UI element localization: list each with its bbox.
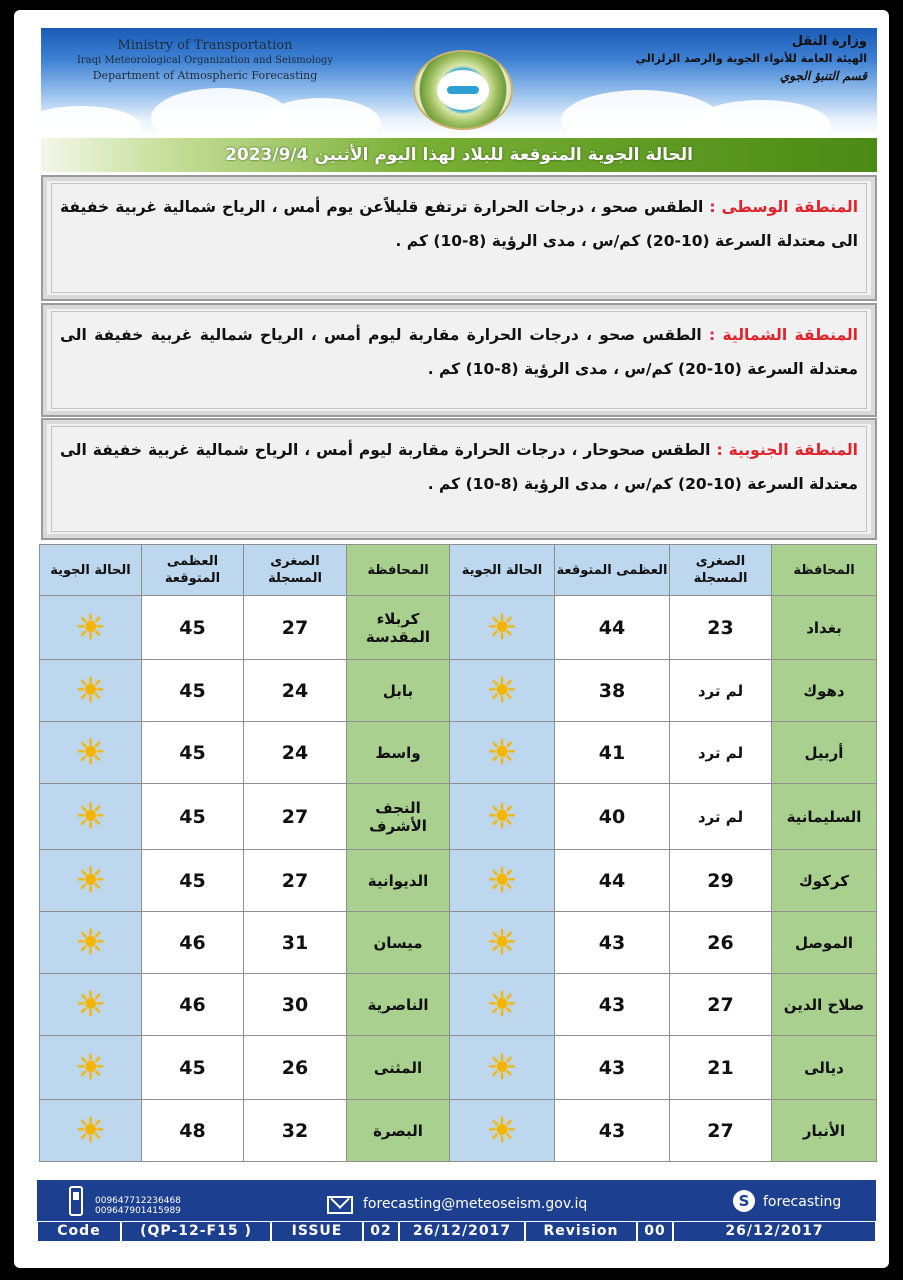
province-name-cell: الموصل	[772, 912, 877, 974]
min-temp-cell: 23	[670, 596, 772, 660]
max-temp-cell: 45	[142, 722, 244, 784]
province-name-cell: الديوانية	[347, 850, 450, 912]
min-temp-cell: 32	[244, 1100, 347, 1162]
sun-icon: ☀	[75, 796, 106, 837]
province-name-cell: بابل	[347, 660, 450, 722]
revision-date: 26/12/2017	[673, 1221, 876, 1242]
table-row	[40, 784, 877, 850]
table-row	[40, 974, 877, 1036]
condition-cell	[40, 850, 142, 912]
issue-number: 02	[363, 1221, 399, 1242]
sun-icon: ☀	[75, 670, 106, 711]
min-temp-cell: 27	[244, 850, 347, 912]
condition-cell	[450, 850, 555, 912]
max-temp-cell: 38	[555, 660, 670, 722]
condition-cell	[450, 596, 555, 660]
sun-icon: ☀	[486, 607, 518, 648]
region-name: المنطقة الشمالية :	[709, 326, 858, 344]
table-header-row	[40, 545, 877, 596]
revision-number: 00	[637, 1221, 673, 1242]
sun-icon: ☀	[486, 670, 518, 711]
province-name-cell: واسط	[347, 722, 450, 784]
province-name-cell: كركوك	[772, 850, 877, 912]
max-temp-cell: 45	[142, 784, 244, 850]
region-north-box	[41, 303, 877, 417]
sun-icon: ☀	[486, 732, 518, 773]
header-condition: الحالة الجوية	[450, 545, 555, 596]
condition-cell	[450, 660, 555, 722]
condition-cell	[450, 1100, 555, 1162]
table-row	[40, 850, 877, 912]
organization-name-en: Iraqi Meteorological Organization and Seismology	[76, 55, 334, 66]
header-max-expected: العظمى المتوقعة	[555, 545, 670, 596]
sun-icon: ☀	[75, 732, 106, 773]
condition-cell	[450, 974, 555, 1036]
ministry-name-en: Ministry of Transportation	[117, 38, 293, 53]
bulletin-title: الحالة الجوية المتوقعة للبلاد لهذا اليوم الأثنين 2023/9/4	[41, 138, 877, 172]
region-forecast-text: الطقس صحوحار ، درجات الحرارة مقاربة ليوم أمس ، الرياح شمالية غربية خفيفة الى معتدلة السرعة (10-20) كم/س ، مدى الرؤية (8-10) كم .	[60, 441, 858, 493]
issue-date: 26/12/2017	[399, 1221, 525, 1242]
min-temp-cell: 30	[244, 974, 347, 1036]
province-name-cell: النجف الأشرف	[347, 784, 450, 850]
sun-icon: ☀	[75, 984, 106, 1025]
province-name-cell: كربلاء المقدسة	[347, 596, 450, 660]
arabic-header	[607, 34, 867, 83]
condition-cell	[450, 912, 555, 974]
header-min-recorded: الصغرى المسجلة	[244, 545, 347, 596]
max-temp-cell: 45	[142, 596, 244, 660]
province-name-cell: ديالى	[772, 1036, 877, 1100]
issue-label: ISSUE	[271, 1221, 363, 1242]
document-code-row	[37, 1221, 876, 1242]
email-icon	[327, 1196, 353, 1214]
sun-icon: ☀	[75, 1110, 106, 1151]
max-temp-cell: 48	[142, 1100, 244, 1162]
condition-cell	[40, 722, 142, 784]
ministry-name-ar: وزارة النقل	[791, 34, 867, 49]
min-temp-cell: 27	[244, 596, 347, 660]
condition-cell	[40, 660, 142, 722]
condition-cell	[40, 974, 142, 1036]
condition-cell	[450, 722, 555, 784]
skype-icon: S	[733, 1190, 755, 1212]
province-name-cell: صلاح الدين	[772, 974, 877, 1036]
max-temp-cell: 43	[555, 1100, 670, 1162]
phone-icon	[69, 1186, 83, 1216]
header-min-recorded: الصغرى المسجلة	[670, 545, 772, 596]
table-row	[40, 596, 877, 660]
min-temp-cell: 21	[670, 1036, 772, 1100]
region-name: المنطقة الجنوبية :	[716, 441, 858, 459]
sun-icon: ☀	[486, 1047, 518, 1088]
min-temp-cell: 27	[244, 784, 347, 850]
condition-cell	[40, 1036, 142, 1100]
condition-cell	[40, 912, 142, 974]
header-condition: الحالة الجوية	[40, 545, 142, 596]
table-row	[40, 1036, 877, 1100]
phone-number: 009647901415989	[95, 1206, 181, 1216]
min-temp-cell: لم ترد	[670, 784, 772, 850]
max-temp-cell: 44	[555, 850, 670, 912]
sun-icon: ☀	[486, 1110, 518, 1151]
province-name-cell: الناصرية	[347, 974, 450, 1036]
skype-handle[interactable]: forecasting	[763, 1194, 842, 1210]
sun-icon: ☀	[75, 1047, 106, 1088]
min-temp-cell: 29	[670, 850, 772, 912]
header-max-expected: العظمى المتوقعة	[142, 545, 244, 596]
phone-numbers	[95, 1196, 181, 1216]
header-province: المحافظة	[347, 545, 450, 596]
sun-icon: ☀	[486, 984, 518, 1025]
province-name-cell: البصرة	[347, 1100, 450, 1162]
min-temp-cell: 27	[670, 1100, 772, 1162]
min-temp-cell: 31	[244, 912, 347, 974]
province-name-cell: بغداد	[772, 596, 877, 660]
region-central-box	[41, 175, 877, 301]
region-forecast-text: الطقس صحو ، درجات الحرارة ترتفع قليلاًعن يوم أمس ، الرياح شمالية غربية خفيفة الى معتدلة السرعة (10-20) كم/س ، مدى الرؤية (8-10) كم .	[60, 198, 858, 250]
condition-cell	[40, 596, 142, 660]
organization-name-ar: الهيئة العامة للأنواء الجوية والرصد الزلزالي	[635, 52, 867, 65]
max-temp-cell: 46	[142, 912, 244, 974]
condition-cell	[40, 784, 142, 850]
min-temp-cell: 26	[244, 1036, 347, 1100]
max-temp-cell: 45	[142, 660, 244, 722]
min-temp-cell: لم ترد	[670, 722, 772, 784]
sun-icon: ☀	[75, 860, 106, 901]
table-row	[40, 722, 877, 784]
header-province: المحافظة	[772, 545, 877, 596]
max-temp-cell: 43	[555, 974, 670, 1036]
condition-cell	[450, 1036, 555, 1100]
table-row	[40, 912, 877, 974]
english-header	[55, 38, 355, 82]
max-temp-cell: 41	[555, 722, 670, 784]
max-temp-cell: 40	[555, 784, 670, 850]
sun-icon: ☀	[486, 922, 518, 963]
region-forecast-text: الطقس صحو ، درجات الحرارة مقاربة ليوم أمس ، الرياح شمالية غربية خفيفة الى معتدلة السرعة (10-20) كم/س ، مدى الرؤية (8-10) كم .	[60, 326, 858, 378]
table-row	[40, 1100, 877, 1162]
province-forecast-table	[39, 544, 877, 1162]
province-name-cell: أربيل	[772, 722, 877, 784]
email-address[interactable]: forecasting@meteoseism.gov.iq	[363, 1196, 588, 1212]
min-temp-cell: 27	[670, 974, 772, 1036]
condition-cell	[450, 784, 555, 850]
department-name-ar: قسم التنبؤ الجوي	[779, 69, 867, 83]
max-temp-cell: 45	[142, 1036, 244, 1100]
phone-number: 009647712236468	[95, 1196, 181, 1206]
region-name: المنطقة الوسطى :	[709, 198, 859, 216]
province-name-cell: الأنبار	[772, 1100, 877, 1162]
min-temp-cell: لم ترد	[670, 660, 772, 722]
sun-icon: ☀	[75, 922, 106, 963]
footer-bar	[37, 1180, 876, 1242]
code-label: Code	[37, 1221, 121, 1242]
province-name-cell: السليمانية	[772, 784, 877, 850]
max-temp-cell: 43	[555, 912, 670, 974]
min-temp-cell: 26	[670, 912, 772, 974]
header-banner	[41, 28, 877, 136]
min-temp-cell: 24	[244, 722, 347, 784]
bulletin-page	[14, 10, 889, 1268]
max-temp-cell: 45	[142, 850, 244, 912]
sun-icon: ☀	[486, 860, 518, 901]
condition-cell	[40, 1100, 142, 1162]
department-name-en: Department of Atmospheric Forecasting	[92, 69, 318, 82]
sun-icon: ☀	[486, 796, 518, 837]
province-name-cell: ميسان	[347, 912, 450, 974]
region-south-box	[41, 418, 877, 540]
logo-emblem	[437, 70, 489, 110]
table-row	[40, 660, 877, 722]
revision-label: Revision	[525, 1221, 637, 1242]
max-temp-cell: 46	[142, 974, 244, 1036]
code-value: (QP-12-F15 )	[121, 1221, 271, 1242]
sun-icon: ☀	[75, 607, 106, 648]
province-name-cell: دهوك	[772, 660, 877, 722]
organization-logo	[413, 50, 513, 130]
max-temp-cell: 44	[555, 596, 670, 660]
min-temp-cell: 24	[244, 660, 347, 722]
province-name-cell: المثنى	[347, 1036, 450, 1100]
max-temp-cell: 43	[555, 1036, 670, 1100]
